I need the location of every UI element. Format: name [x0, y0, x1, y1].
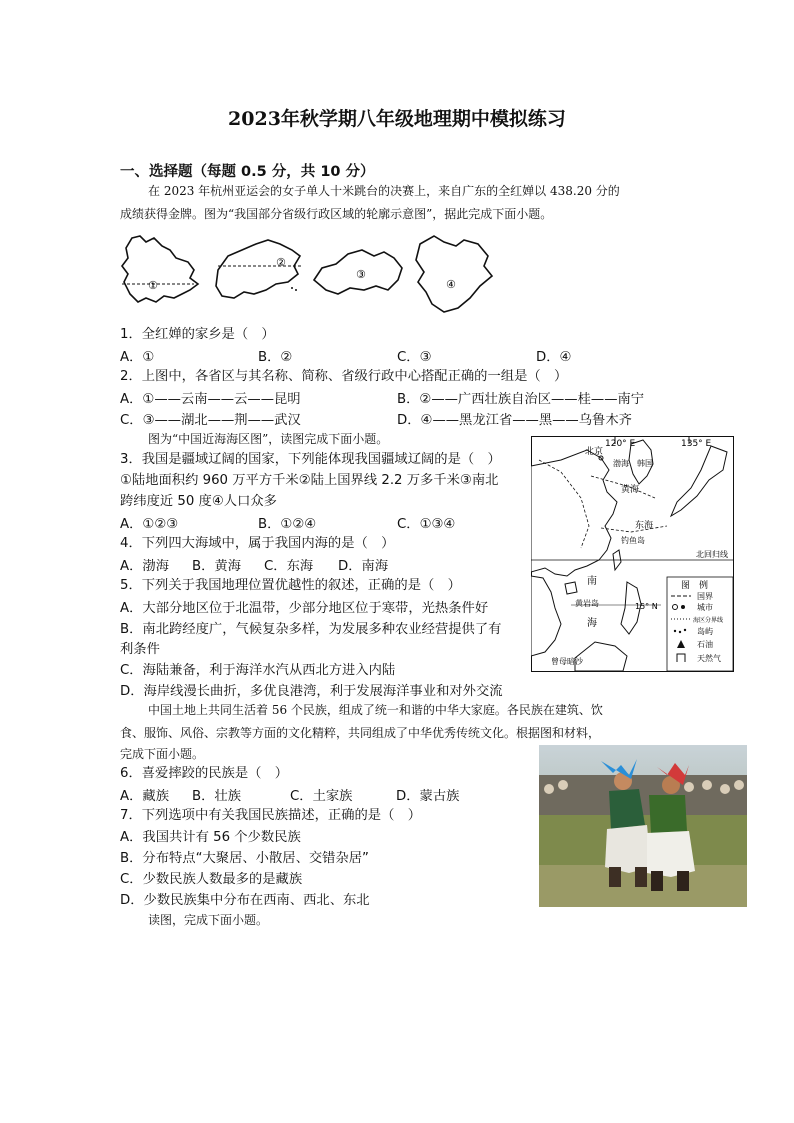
svg-text:石油: 石油 — [697, 640, 713, 649]
question-3: 3．我国是疆域辽阔的国家，下列能体现我国疆域辽阔的是（ ） — [120, 452, 501, 467]
province-label-1: ① — [148, 279, 158, 292]
china-sea-map — [531, 436, 734, 672]
q6-option-a[interactable]: A．藏族 — [120, 789, 169, 804]
q1-option-a[interactable]: A．① — [120, 350, 155, 365]
huanghai-label: 黄海 — [621, 485, 640, 495]
question-1: 1．全红婵的家乡是（ ） — [120, 327, 275, 342]
question-7: 7．下列选项中有关我国民族描述，正确的是（ ） — [120, 808, 421, 823]
question-3-line-3: 跨纬度近 50 度④人口众多 — [120, 494, 277, 509]
q3-option-b[interactable]: B．①②④ — [258, 517, 317, 532]
q2-option-a[interactable]: A．①——云南——云——昆明 — [120, 392, 301, 407]
intro-3-line-1: 中国土地上共同生活着 56 个民族，组成了统一和谐的中华大家庭。各民族在建筑、饮 — [148, 703, 603, 717]
intro-paragraph-4: 读图，完成下面小题。 — [148, 913, 269, 927]
lon-120-label: 120° E — [605, 439, 636, 449]
bohai-label: 渤海 — [613, 459, 629, 468]
q4-option-b[interactable]: B．黄海 — [192, 559, 242, 574]
q7-option-c[interactable]: C．少数民族人数最多的是藏族 — [120, 872, 303, 887]
svg-text:天然气: 天然气 — [697, 654, 721, 663]
q4-option-a[interactable]: A．渤海 — [120, 559, 169, 574]
province-label-2: ② — [276, 256, 286, 269]
q5-option-d[interactable]: D．海岸线漫长曲折，多优良港湾，利于发展海洋事业和对外交流 — [120, 684, 503, 699]
q7-option-b[interactable]: B．分布特点“大聚居、小散居、交错杂居” — [120, 851, 369, 866]
question-3-line-2: ①陆地面积约 960 万平方千米②陆上国界线 2.2 万多千米③南北 — [120, 473, 499, 488]
province-outlines-figure — [118, 232, 508, 318]
tropic-label: 北回归线 — [696, 550, 728, 559]
svg-text:城市: 城市 — [697, 603, 713, 612]
section-heading: 一、选择题（每题 0.5 分，共 10 分） — [120, 164, 375, 180]
intro-3-line-3: 完成下面小题。 — [120, 747, 205, 761]
q2-option-d[interactable]: D．④——黑龙江省——黑——乌鲁木齐 — [397, 413, 632, 428]
question-2: 2．上图中，各省区与其名称、简称、省级行政中心搭配正确的一组是（ ） — [120, 369, 568, 384]
diaoyu-label: 钓鱼岛 — [621, 536, 645, 545]
question-5: 5．下列关于我国地理位置优越性的叙述，正确的是（ ） — [120, 578, 461, 593]
q1-option-c[interactable]: C．③ — [397, 350, 432, 365]
nanhai-label-2: 海 — [587, 618, 597, 629]
province-label-3: ③ — [356, 268, 366, 281]
intro-paragraph-3 — [120, 699, 680, 722]
zengmu-label: 曾母暗沙 — [551, 657, 583, 666]
q1-option-d[interactable]: D．④ — [536, 350, 572, 365]
q2-option-c[interactable]: C．③——湖北——荆——武汉 — [120, 413, 301, 428]
q2-option-b[interactable]: B．②——广西壮族自治区——桂——南宁 — [397, 392, 645, 407]
intro-1-line-2: 成绩获得金牌。图为“我国部分省级行政区域的轮廓示意图”，据此完成下面小题。 — [120, 207, 553, 221]
province-outline-1 — [122, 236, 198, 302]
beijing-label: 北京 — [585, 447, 604, 457]
lon-135-label: 135° E — [681, 439, 712, 449]
q5-option-c[interactable]: C．海陆兼备，利于海洋水汽从西北方进入内陆 — [120, 663, 396, 678]
q5-option-b-cont: 利条件 — [120, 642, 160, 657]
q5-option-a[interactable]: A．大部分地区位于北温带，少部分地区位于寒带，光热条件好 — [120, 601, 489, 616]
province-outline-2 — [216, 240, 300, 298]
q4-option-c[interactable]: C．东海 — [264, 559, 314, 574]
q1-option-b[interactable]: B．② — [258, 350, 293, 365]
question-4: 4．下列四大海域中，属于我国内海的是（ ） — [120, 536, 395, 551]
q6-option-c[interactable]: C．土家族 — [290, 789, 353, 804]
huangyan-label: 黄岩岛 — [575, 599, 599, 608]
q3-option-c[interactable]: C．①③④ — [397, 517, 456, 532]
svg-text:海区分界线: 海区分界线 — [693, 617, 724, 624]
province-outline-4 — [416, 236, 492, 312]
page-title: 2023年秋学期八年级地理期中模拟练习 — [228, 108, 566, 130]
lat-15-label: 15° N — [635, 602, 658, 611]
question-6: 6．喜爱摔跤的民族是（ ） — [120, 766, 289, 781]
korea-label: 韩国 — [637, 459, 653, 468]
nanhai-label-1: 南 — [587, 576, 597, 587]
intro-3-line-2: 食、服饰、风俗、宗教等方面的文化精粹，共同组成了中华优秀传统文化。根据图和材料， — [120, 726, 601, 740]
q6-option-d[interactable]: D．蒙古族 — [396, 789, 460, 804]
province-label-4: ④ — [446, 278, 456, 291]
intro-paragraph-2: 图为“中国近海海区图”，读图完成下面小题。 — [148, 432, 389, 446]
intro-1-line-1: 在 2023 年杭州亚运会的女子单人十米跳台的决赛上，来自广东的全红婵以 438.20 分的 — [148, 184, 620, 198]
wrestling-photo — [539, 745, 747, 907]
q3-option-a[interactable]: A．①②③ — [120, 517, 179, 532]
q7-option-d[interactable]: D．少数民族集中分布在西南、西北、东北 — [120, 893, 370, 908]
q5-option-b[interactable]: B．南北跨经度广，气候复杂多样，为发展多种农业经营提供了有 — [120, 622, 502, 637]
q4-option-d[interactable]: D．南海 — [338, 559, 389, 574]
svg-text:岛屿: 岛屿 — [697, 627, 713, 636]
donghai-label: 东海 — [635, 521, 654, 531]
legend-title: 图 例 — [681, 581, 709, 591]
intro-paragraph-1 — [120, 180, 680, 203]
q6-option-b[interactable]: B．壮族 — [192, 789, 242, 804]
svg-text:国界: 国界 — [697, 592, 713, 601]
q7-option-a[interactable]: A．我国共计有 56 个少数民族 — [120, 830, 301, 845]
